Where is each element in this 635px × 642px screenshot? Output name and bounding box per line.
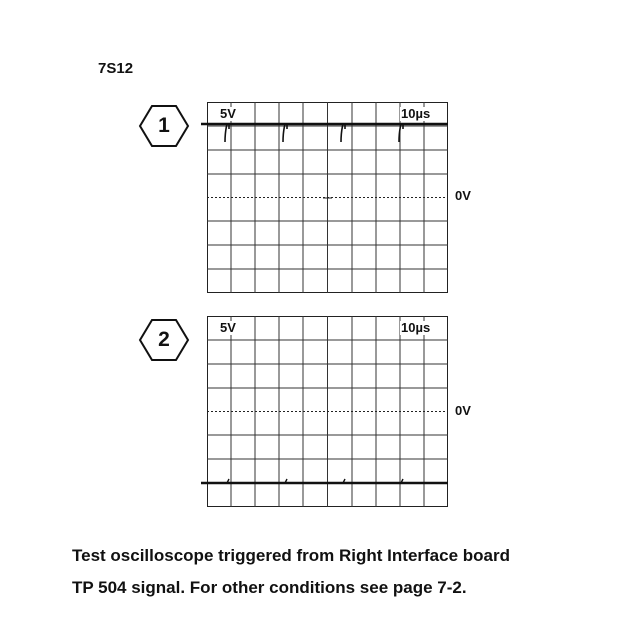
time-per-div-label: 10µs [401,106,431,121]
step-1-hexagon [138,104,190,148]
oscilloscope-graticule-2 [207,316,448,507]
volts-per-div-label: 5V [220,320,236,335]
step-number: 1 [158,114,170,137]
graticule-grid [207,316,448,507]
step-number: 2 [158,328,170,351]
time-per-div-label: 10µs [401,320,431,335]
volts-per-div-label: 5V [220,106,236,121]
oscilloscope-graticule-1 [207,102,448,293]
ground-reference-label: 0V [455,403,471,418]
caption-line-1: Test oscilloscope triggered from Right Interface board [72,546,510,565]
step-2-hexagon [138,318,190,362]
figure-caption [72,540,510,604]
graticule-grid [207,102,448,293]
model-label: 7S12 [98,60,134,77]
caption-line-2: TP 504 signal. For other conditions see page 7-2. [72,578,467,597]
ground-reference-label: 0V [455,188,471,203]
